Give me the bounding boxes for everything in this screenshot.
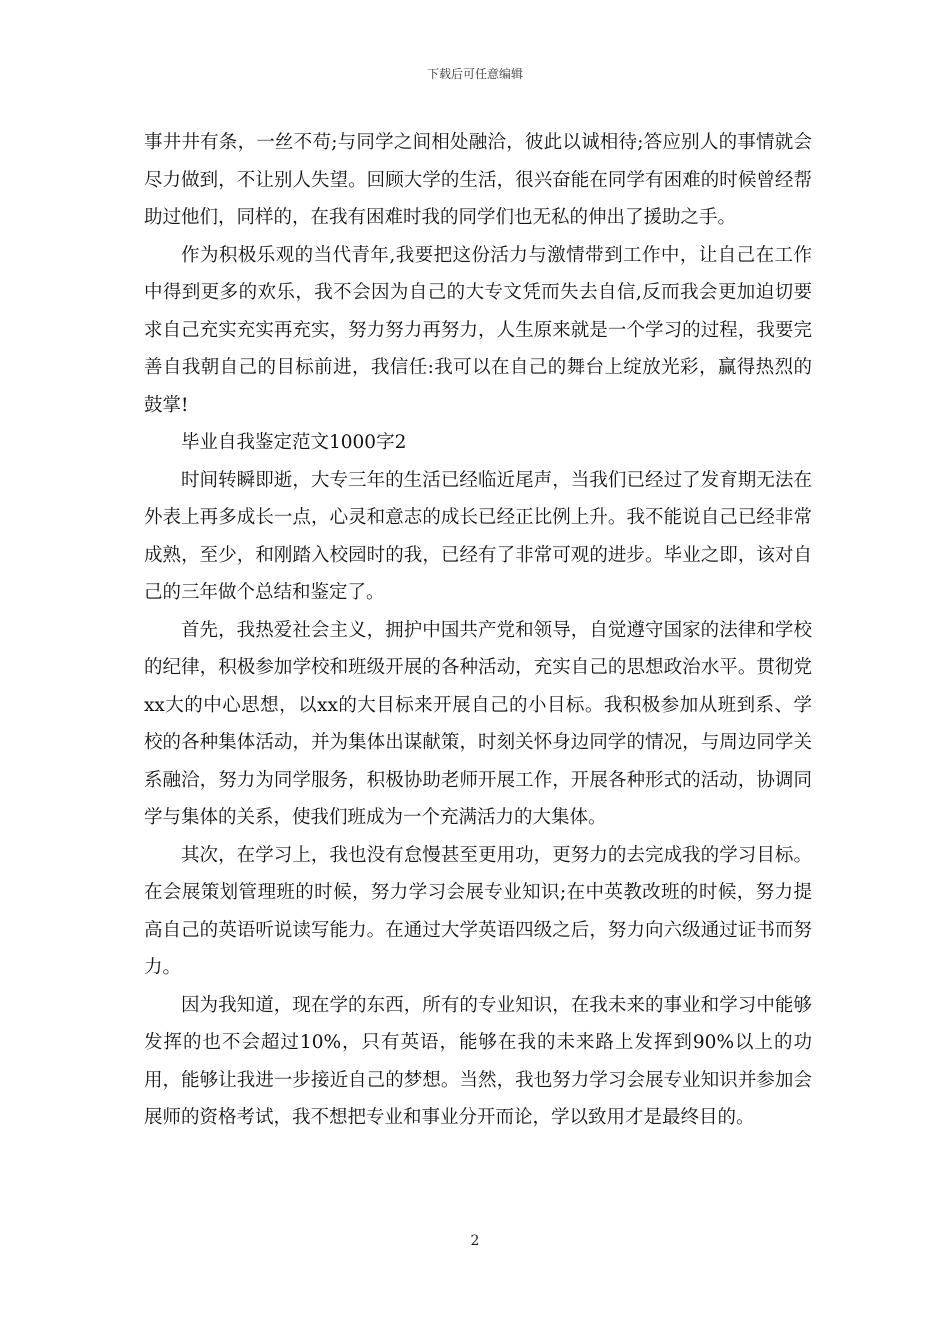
section-heading: 毕业自我鉴定范文1000字2 [181,432,407,453]
page-header: 下载后可任意编辑 [426,67,523,81]
paragraph: 作为积极乐观的当代青年,我要把这份活力与激情带到工作中，让自己在工作中得到更多的欢乐，我不会因为自己的大专文凭而失去自信,反而我会更加迫切要求自己充实充实再充实，努力努力再努力，人生原来就是一个学习的过程，我要完善自我朝自己的目标前进，我信任:我可以在自己的舞台上绽放光彩，赢得热烈的鼓掌! [144,244,812,416]
paragraph: 因为我知道，现在学的东西，所有的专业知识，在我未来的事业和学习中能够发挥的也不会超过10%，只有英语，能够在我的未来路上发挥到90%以上的功用，能够让我进一步接近自己的梦想。当然，我也努力学习会展专业知识并参加会展师的资格考试，我不想把专业和事业分开而论，学以致用才是最终目的。 [144,994,812,1128]
page-number: 2 [470,1233,480,1249]
paragraph: 首先，我热爱社会主义，拥护中国共产党和领导，自觉遵守国家的法律和学校的纪律，积极参加学校和班级开展的各种活动，充实自己的思想政治水平。贯彻党xx大的中心思想，以xx的大目标来开展自己的小目标。我积极参加从班到系、学校的各种集体活动，并为集体出谋献策，时刻关怀身边同学的情况，与周边同学关系融洽，努力为同学服务，积极协助老师开展工作，开展各种形式的活动，协调同学与集体的关系，使我们班成为一个充满活力的大集体。 [144,619,812,828]
paragraph: 时间转瞬即逝，大专三年的生活已经临近尾声，当我们已经过了发育期无法在外表上再多成长一点，心灵和意志的成长已经正比例上升。我不能说自己已经非常成熟，至少，和刚踏入校园时的我，已经有了非常可观的进步。毕业之即，该对自己的三年做个总结和鉴定了。 [144,469,812,603]
document-body [144,124,812,1137]
paragraph-continued: 事井井有条，一丝不苟;与同学之间相处融洽，彼此以诚相待;答应别人的事情就会尽力做到，不让别人失望。回顾大学的生活，很兴奋能在同学有困难的时候曾经帮助过他们，同样的，在我有困难时我的同学们也无私的伸出了援助之手。 [144,132,812,228]
paragraph: 其次，在学习上，我也没有怠慢甚至更用功，更努力的去完成我的学习目标。在会展策划管理班的时候，努力学习会展专业知识;在中英教改班的时候，努力提高自己的英语听说读写能力。在通过大学英语四级之后，努力向六级通过证书而努力。 [144,844,812,978]
